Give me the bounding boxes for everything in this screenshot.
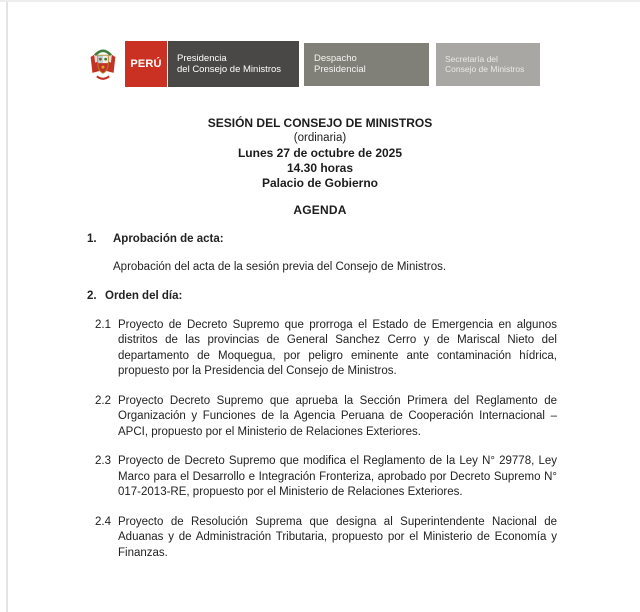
secretaria-line1: Secretaría del [445,53,498,64]
session-place: Palacio de Gobierno [261,176,379,190]
agenda-item-1-heading [87,232,557,248]
despacho-block [304,43,429,86]
agenda-item-2-heading [87,289,557,305]
despacho-line1: Despacho [314,52,357,64]
session-time: 14.30 horas [286,161,354,175]
agenda-list [87,232,557,575]
peru-label-block [125,41,167,87]
item-label: Orden del día: [105,290,183,302]
session-type: (ordinaria) [293,132,347,144]
pcm-line1: Presidencia [177,52,227,64]
subitem-number: 2.3 [95,455,111,467]
item-number: 2. [87,290,97,302]
despacho-line2: Presidencial [314,64,366,75]
peru-coat-of-arms-icon [86,41,120,87]
scan-edge-left [6,0,8,612]
subitem-text: Proyecto de Decreto Supremo que prorroga el Estado de Emergencia en algunos distritos de las provincias de General Sanchez Cerro y de Mariscal Nieto del departamento de Moquegua, por peligro eminente ante contaminación hídrica, propuesto por la Presidencia del Consejo de Ministros. [118,318,557,377]
secretaria-line2: Consejo de Ministros [445,64,525,74]
session-date: Lunes 27 de octubre de 2025 [237,146,403,160]
pcm-block [168,41,299,87]
item-label: Aprobación de acta: [113,233,224,245]
secretaria-block [436,43,540,86]
pcm-line2: del Consejo de Ministros [177,64,282,75]
session-title: SESIÓN DEL CONSEJO DE MINISTROS [207,116,433,130]
agenda-subitem-2-2 [95,394,557,441]
agenda-subitem-2-3 [95,454,557,501]
document-title-block [0,116,640,218]
subitem-number: 2.1 [95,318,111,331]
agenda-subitem-2-1 [95,318,557,380]
scan-edge-top [0,0,640,2]
subitem-text: Proyecto de Resolución Suprema que designa al Superintendente Nacional de Aduanas y de Administración Tributaria, propuesto por el Ministerio de Economía y Finanzas. [118,515,557,559]
subitem-text: Proyecto Decreto Supremo que aprueba la Sección Primera del Reglamento de Organización y Funciones de la Agencia Peruana de Cooperación Internacional – APCI, propuesto por el Ministerio de Relaciones Exteriores. [118,394,557,438]
subitem-number: 2.4 [95,515,111,528]
subitem-text: Proyecto de Decreto Supremo que modifica el Reglamento de la Ley N° 29778, Ley Marco para el Desarrollo e Integración Fronteriza, aprobado por Decreto Supremo N° 017-2013-RE, propuesto por el Ministerio de Relaciones Exteriores. [118,455,557,498]
item-number: 1. [87,233,97,245]
agenda-subitem-2-4 [95,515,557,562]
subitem-number: 2.2 [95,394,111,407]
institutional-header [86,41,540,87]
peru-label: PERÚ [130,58,162,70]
agenda-heading: AGENDA [293,203,347,217]
agenda-item-1-body: Aprobación del acta de la sesión previa del Consejo de Ministros. [113,260,447,273]
